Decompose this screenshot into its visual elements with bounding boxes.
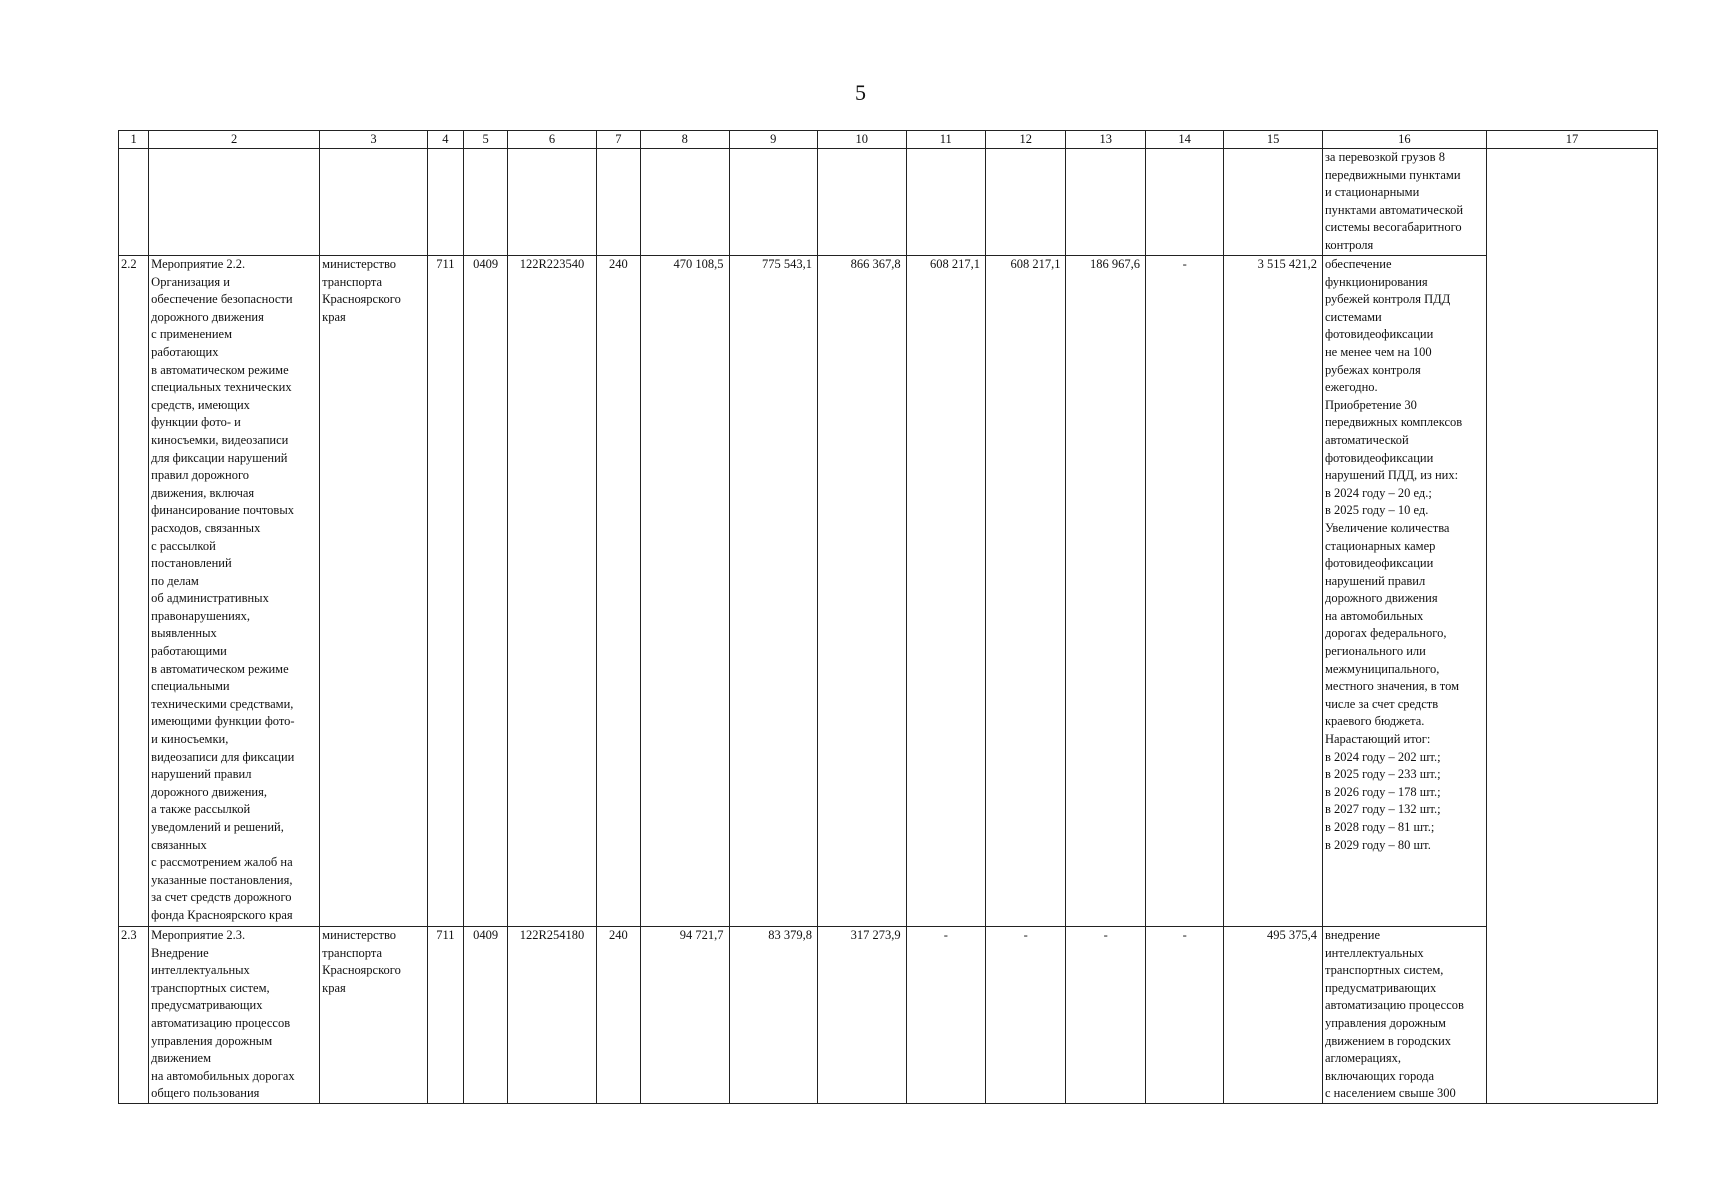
column-header: 4 [427,131,463,149]
column-header: 3 [320,131,428,149]
executor-cell: министерство транспорта Красноярского края [320,927,428,1104]
amount-cell: - [986,927,1066,1104]
amount-cell: - [1145,927,1223,1104]
continuation-row [119,149,1658,256]
page-number: 5 [855,80,866,105]
column-header: 15 [1224,131,1323,149]
column-header: 6 [508,131,597,149]
column-header: 14 [1145,131,1223,149]
column-header: 13 [1066,131,1145,149]
code-cell: 0409 [464,256,508,927]
column-header: 8 [641,131,730,149]
note-column-cell [1486,149,1657,1104]
code-cell: 0409 [464,927,508,1104]
row-number: 2.2 [119,256,149,927]
activity-name: Мероприятие 2.2. Организация и обеспечение безопасности дорожного движения с применением работающих в автоматическом режиме специальных технических средств, имеющих функции фото- и киносъемки, видеозаписи для фиксации нарушений правил дорожного движения, включая финансирование почтовых расходов, связанных с рассылкой постановлений по делам об административных правонарушениях, выявленных работающими в автоматическом режиме специальными техническими средствами, имеющими функции фото- и киносъемки, видеозаписи для фиксации нарушений правил дорожного движения, а также рассылкой уведомлений и решений, связанных с рассмотрением жалоб на указанные постановления, за счет средств дорожного фонда Красноярского края [149,256,320,927]
code-cell: 122R254180 [508,927,597,1104]
table-row [119,256,1658,927]
amount-cell: 608 217,1 [986,256,1066,927]
code-cell: 711 [427,256,463,927]
total-cell: 3 515 421,2 [1224,256,1323,927]
amount-cell: 866 367,8 [818,256,907,927]
executor-cell: министерство транспорта Красноярского края [320,256,428,927]
column-header: 2 [149,131,320,149]
column-header: 17 [1486,131,1657,149]
amount-cell: 608 217,1 [906,256,985,927]
column-header: 1 [119,131,149,149]
column-header: 10 [818,131,907,149]
total-cell: 495 375,4 [1224,927,1323,1104]
amount-cell: 94 721,7 [641,927,730,1104]
amount-cell: 186 967,6 [1066,256,1145,927]
column-header: 7 [596,131,640,149]
result-cell: за перевозкой грузов 8 передвижными пунктами и стационарными пунктами автоматической системы весогабаритного контроля [1322,149,1486,256]
column-header: 11 [906,131,985,149]
row-number: 2.3 [119,927,149,1104]
amount-cell: 317 273,9 [818,927,907,1104]
amount-cell: - [906,927,985,1104]
code-cell: 711 [427,927,463,1104]
column-header: 12 [986,131,1066,149]
amount-cell: - [1066,927,1145,1104]
header-row [119,131,1658,149]
budget-table [118,130,1658,1104]
activity-name: Мероприятие 2.3. Внедрение интеллектуальных транспортных систем, предусматривающих автоматизацию процессов управления дорожным движением на автомобильных дорогах общего пользования [149,927,320,1104]
column-header: 16 [1322,131,1486,149]
code-cell: 122R223540 [508,256,597,927]
column-header: 9 [729,131,818,149]
amount-cell: 83 379,8 [729,927,818,1104]
column-header: 5 [464,131,508,149]
result-cell: внедрение интеллектуальных транспортных систем, предусматривающих автоматизацию процессов управления дорожным движением в городских агломерациях, включающих города с населением свыше 300 [1322,927,1486,1104]
table-row [119,927,1658,1104]
amount-cell: 470 108,5 [641,256,730,927]
result-cell: обеспечение функционирования рубежей контроля ПДД системами фотовидеофиксации не менее чем на 100 рубежах контроля ежегодно. Приобретение 30 передвижных комплексов автоматической фотовидеофиксации нарушений ПДД, из них: в 2024 году – 20 ед.; в 2025 году – 10 ед. Увеличение количества стационарных камер фотовидеофиксации нарушений правил дорожного движения на автомобильных дорогах федерального, регионального или межмуниципального, местного значения, в том числе за счет средств краевого бюджета. Нарастающий итог: в 2024 году – 202 шт.; в 2025 году – 233 шт.; в 2026 году – 178 шт.; в 2027 году – 132 шт.; в 2028 году – 81 шт.; в 2029 году – 80 шт. [1322,256,1486,927]
amount-cell: 775 543,1 [729,256,818,927]
code-cell: 240 [596,927,640,1104]
code-cell: 240 [596,256,640,927]
amount-cell: - [1145,256,1223,927]
